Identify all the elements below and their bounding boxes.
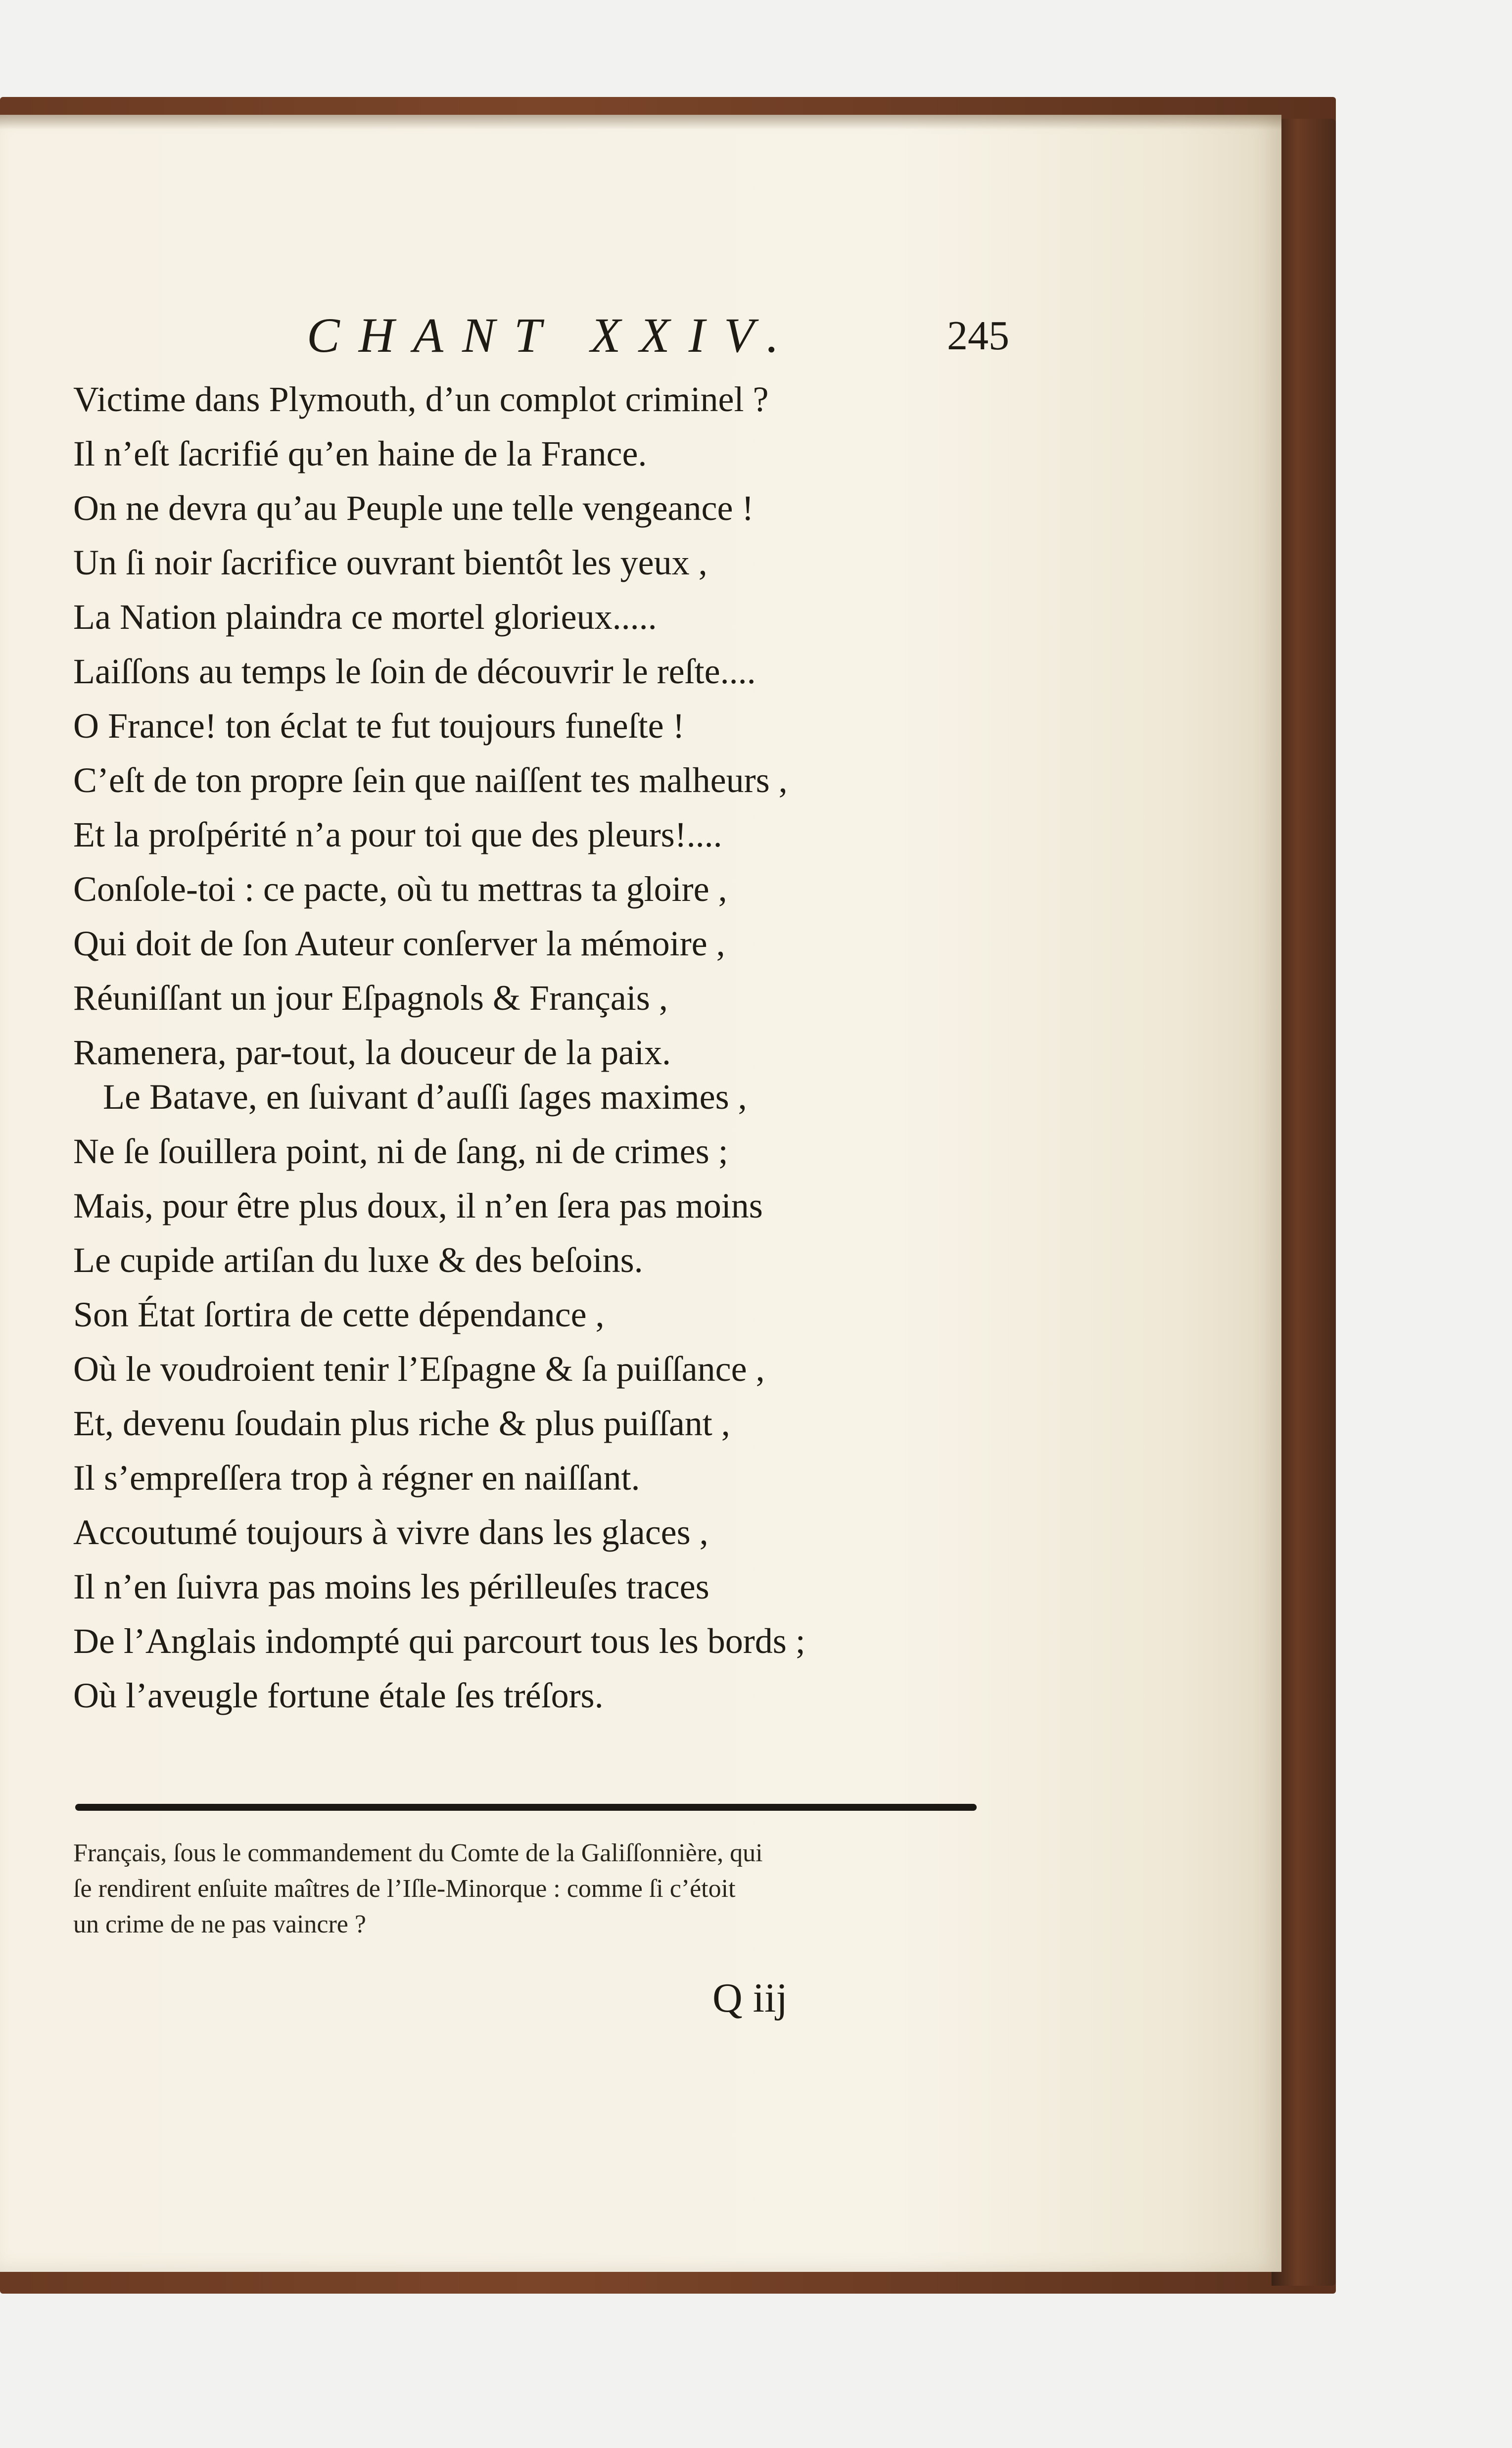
signature-mark: Q iij xyxy=(712,1975,788,2021)
verse-line: Réuniſſant un jour Eſpagnols & Français , xyxy=(73,978,668,1018)
verse-line: Où l’aveugle fortune étale ſes tréſors. xyxy=(73,1676,604,1715)
verse-line: Et la proſpérité n’a pour toi que des pleurs!.... xyxy=(73,815,722,854)
verse-line: Il s’empreſſera trop à régner en naiſſant. xyxy=(73,1458,640,1498)
verse-line: Le Batave, en ſuivant d’auſſi ſages maximes , xyxy=(103,1077,747,1117)
verse-line: Accoutumé toujours à vivre dans les glaces , xyxy=(73,1512,709,1552)
verse-line: Le cupide artiſan du luxe & des beſoins. xyxy=(73,1240,643,1280)
running-title: CHANT XXIV. xyxy=(307,308,798,363)
verse-line: Victime dans Plymouth, d’un complot criminel ? xyxy=(73,379,769,419)
verse-line: O France! ton éclat te fut toujours funeſte ! xyxy=(73,706,685,746)
verse-line: On ne devra qu’au Peuple une telle vengeance ! xyxy=(73,488,754,528)
stanza-1 xyxy=(73,372,1003,1080)
verse-line: La Nation plaindra ce mortel glorieux..... xyxy=(73,597,657,637)
verse-line: Laiſſons au temps le ſoin de découvrir le reſte.... xyxy=(73,652,756,691)
footnote-line: un crime de ne pas vaincre ? xyxy=(73,1910,366,1938)
footnote-line: Français, ſous le commandement du Comte de la Galiſſonnière, qui xyxy=(73,1839,763,1867)
verse-line: De l’Anglais indompté qui parcourt tous les bords ; xyxy=(73,1621,805,1661)
verse-line: Son État ſortira de cette dépendance , xyxy=(73,1295,605,1334)
page-number: 245 xyxy=(947,313,1009,359)
verse-line: Où le voudroient tenir l’Eſpagne & ſa puiſſance , xyxy=(73,1349,765,1389)
page-header xyxy=(307,307,1009,376)
footnote-line: ſe rendirent enſuite maîtres de l’Iſle-Minorque : comme ſi c’étoit xyxy=(73,1875,736,1903)
footnote xyxy=(73,1836,1003,1942)
verse-line: Et, devenu ſoudain plus riche & plus puiſſant , xyxy=(73,1404,730,1443)
verse-line: Ne ſe ſouillera point, ni de ſang, ni de crimes ; xyxy=(73,1131,728,1171)
footnote-rule xyxy=(75,1804,977,1811)
verse-line: Il n’en ſuivra pas moins les périlleuſes traces xyxy=(73,1567,709,1606)
verse-line: Qui doit de ſon Auteur conſerver la mémoire , xyxy=(73,924,725,963)
verse-line: Il n’eſt ſacrifié qu’en haine de la France. xyxy=(73,434,647,473)
verse-line: C’eſt de ton propre ſein que naiſſent tes malheurs , xyxy=(73,760,788,800)
verse-line: Mais, pour être plus doux, il n’en ſera pas moins xyxy=(73,1186,763,1225)
stanza-2 xyxy=(73,1070,1003,1723)
verse-line: Un ſi noir ſacrifice ouvrant bientôt les yeux , xyxy=(73,543,708,582)
page-top-shadow xyxy=(0,115,1281,130)
verse-line: Ramenera, par-tout, la douceur de la paix. xyxy=(73,1033,671,1072)
verse-line: Conſole-toi : ce pacte, où tu mettras ta gloire , xyxy=(73,869,727,909)
